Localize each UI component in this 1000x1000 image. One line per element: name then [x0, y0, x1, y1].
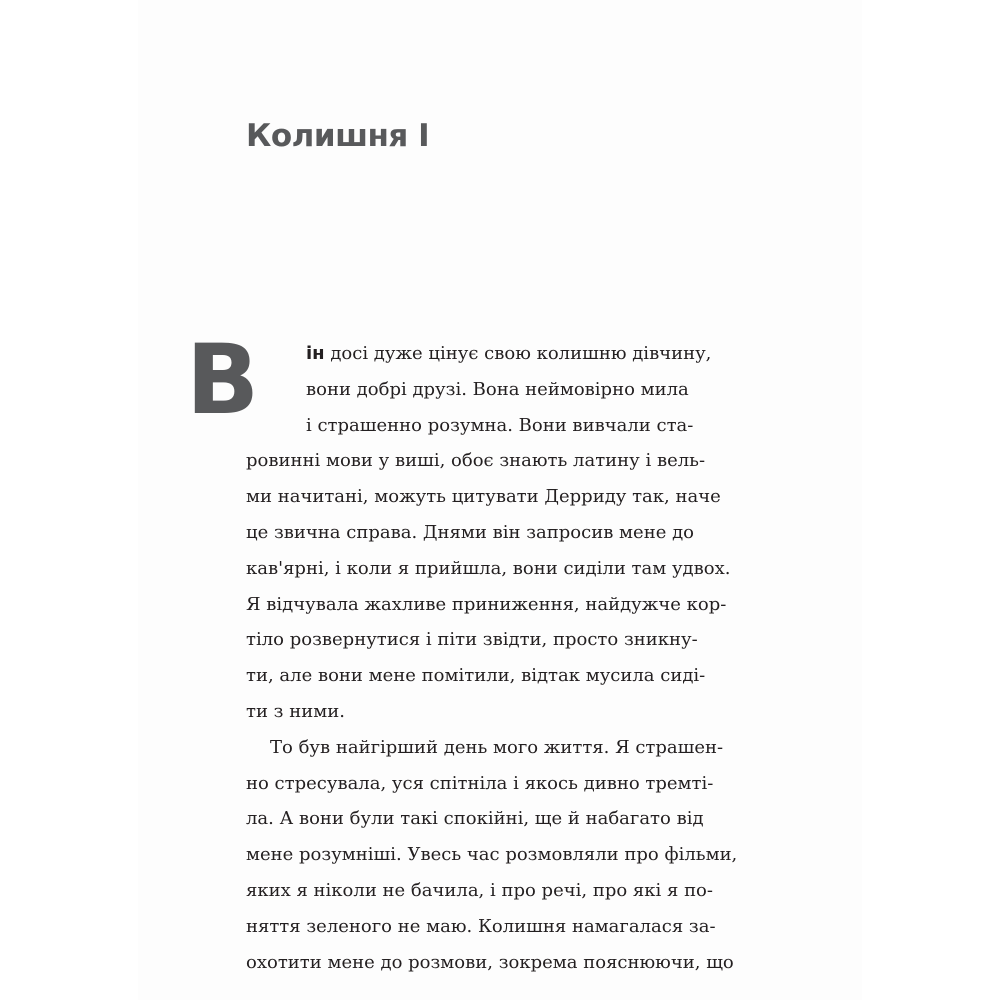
text-line: Я відчувала жахливе приниження, найдужче кор- [246, 593, 727, 615]
text-line: няття зеленого не маю. Колишня намагалася за- [246, 915, 716, 937]
text-line: тіло розвернутися і піти звідти, просто зникну- [246, 629, 698, 651]
text-line: яких я ніколи не бачила, і про речі, про які я по- [246, 879, 713, 901]
text-line: но стресувала, уся спітніла і якось дивно тремті- [246, 772, 714, 794]
chapter-title: Колишня I [246, 118, 430, 154]
text-line: ми начитані, можуть цитувати Дерриду так, наче [246, 486, 721, 508]
text-line: охотити мене до розмови, зокрема пояснюючи, що [246, 951, 734, 973]
text-line: це звична справа. Днями він запросив мене до [246, 521, 694, 543]
first-word: ін [306, 343, 325, 364]
text-line: ти з ними. [246, 700, 345, 722]
text-line: і страшенно розумна. Вони вивчали ста- [306, 414, 694, 436]
text-line: ла. А вони були такі спокійні, ще й набагато від [246, 808, 704, 830]
line-text: досі дуже цінує свою колишню дівчину, [324, 343, 712, 364]
text-line: мене розумніші. Увесь час розмовляли про фільми, [246, 844, 738, 866]
text-line: То був найгірший день мого життя. Я страшен- [270, 736, 724, 758]
text-line: ти, але вони мене помітили, відтак мусила сиді- [246, 665, 706, 687]
text-line: ровинні мови у виші, обоє знають латину і вель- [246, 450, 706, 472]
paragraph [246, 730, 746, 981]
paragraph [186, 324, 746, 730]
text-line: кав'ярні, і коли я прийшла, вони сиділи там удвох. [246, 557, 731, 579]
drop-cap: В [186, 324, 260, 436]
text-line: вони добрі друзі. Вона неймовірно мила [306, 378, 689, 400]
chapter-body [186, 324, 746, 980]
